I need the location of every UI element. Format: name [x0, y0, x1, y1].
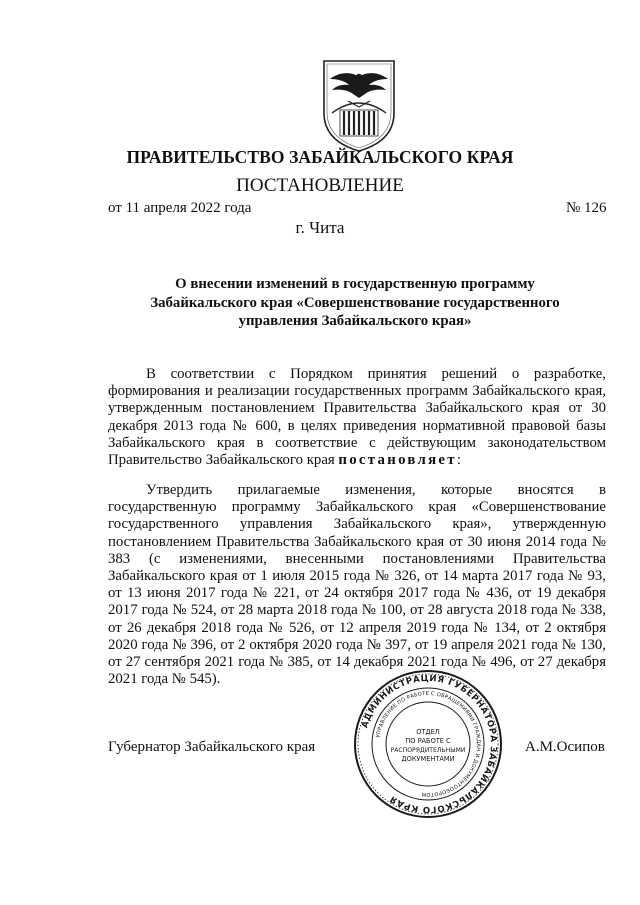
- subject-line-2: Забайкальского края «Совершенствование государственного: [150, 294, 560, 311]
- stamp-center-line-4: ДОКУМЕНТАМИ: [401, 755, 455, 763]
- subject-line-1: О внесении изменений в государственную программу: [175, 276, 535, 292]
- resolution-keyword: постановляет: [338, 452, 457, 469]
- stamp-center-line-3: РАСПОРЯДИТЕЛЬНЫМИ: [390, 747, 466, 754]
- signatory-name: А.М.Осипов: [525, 739, 605, 755]
- body-paragraph-2: Утвердить прилагаемые изменения, которые вносятся в государственную программу Забайкальского края «Совершенствование государственного управления Забайкальского края», утвержденную постановлением Правительства Забайкальского края от 30 июня 2014 года № 383 (с изменениями, внесенными постановлениями Правительства Забайкальского края от 1 июля 2015 года № 326, от 14 марта 2017 года № 93, от 13 июня 2017 года № 221, от 24 октября 2017 года № 436, от 19 декабря 2017 года № 524, от 28 марта 2018 года № 100, от 28 августа 2018 года № 338, от 26 декабря 2018 года № 526, от 12 апреля 2019 года № 134, от 2 октября 2020 года № 396, от 2 октября 2020 года № 397, от 19 апреля 2021 года № 130, от 27 сентября 2021 года № 385, от 14 декабря 2021 года № 496, от 27 декабря 2021 года № 545).: [108, 482, 606, 688]
- document-type: ПОСТАНОВЛЕНИЕ: [236, 175, 404, 196]
- official-stamp: [352, 668, 504, 820]
- document-city: г. Чита: [295, 218, 345, 237]
- document-number: № 126: [566, 200, 607, 216]
- stamp-center-line-1: ОТДЕЛ: [416, 728, 440, 736]
- document-subject: [110, 275, 600, 331]
- stamp-inner-ring-text: УПРАВЛЕНИЕ ПО РАБОТЕ С ОБРАЩЕНИЯМИ ГРАЖДАН И ДОКУМЕНТООБОРОТОМ: [375, 690, 482, 798]
- body-paragraph-1: [108, 366, 606, 469]
- subject-line-3: управления Забайкальского края»: [238, 313, 472, 329]
- signatory-position: Губернатор Забайкальского края: [108, 739, 316, 755]
- government-title: ПРАВИТЕЛЬСТВО ЗАБАЙКАЛЬСКОГО КРАЯ: [126, 147, 514, 167]
- coat-of-arms-emblem: [318, 55, 400, 155]
- stamp-center-line-2: ПО РАБОТЕ С: [405, 737, 451, 745]
- stamp-outer-ring-text: АДМИНИСТРАЦИЯ ГУБЕРНАТОРА ЗАБАЙКАЛЬСКОГО КРАЯ: [360, 673, 499, 815]
- paragraph-1-text: В соответствии с Порядком принятия решений о разработке, формирования и реализации государственных программ Забайкальского края, утвержденным постановлением Правительства Забайкальского края от 30 декабря 2013 года № 600, в целях приведения нормативной правовой базы Забайкальского края в соответствие с действующим законодательством Правительство Забайкальского края: [108, 366, 606, 469]
- document-date: от 11 апреля 2022 года: [108, 200, 252, 216]
- paragraph-1-end: :: [456, 452, 461, 469]
